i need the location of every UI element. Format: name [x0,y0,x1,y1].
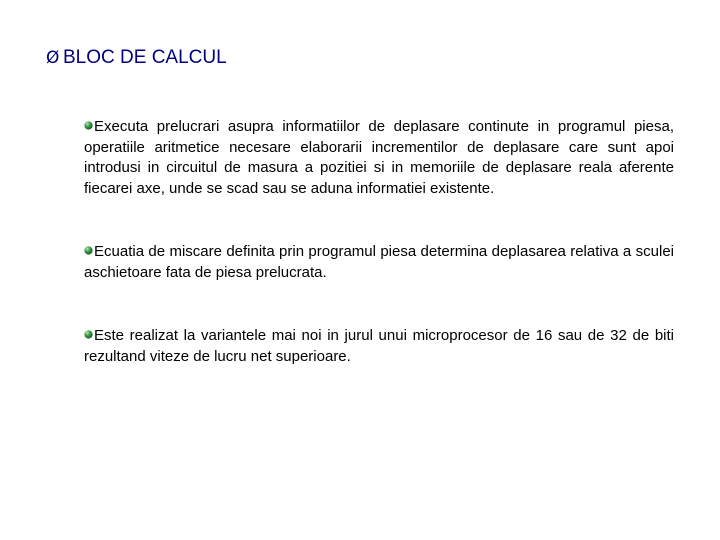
bullet-text: Ecuatia de miscare definita prin programul piesa determina deplasarea relativa a sculei aschietoare fata de piesa prelucrata. [84,243,674,281]
bullet-item-1 [84,117,674,199]
bullet-text: Executa prelucrari asupra informatiilor de deplasare continute in programul piesa, operatiile aritmetice necesare elaborarii incrementilor de deplasare care sunt apoi introdusi in circuitul de masura a pozitiei si in memoriile de deplasare reala aferente fiecarei axe, unde se scad sau se aduna informatiei existente. [84,118,674,197]
green-sphere-bullet-icon [84,246,93,255]
bullet-item-3 [84,326,674,367]
slide-title-text: BLOC DE CALCUL [63,47,227,68]
slide-title [46,46,227,70]
bullet-item-2 [84,242,674,283]
bullet-list [84,117,674,410]
bullet-text: Este realizat la variantele mai noi in jurul unui microprocesor de 16 sau de 32 de biti rezultand viteze de lucru net superioare. [84,327,674,365]
arrow-bullet-icon: Ø [46,48,60,68]
green-sphere-bullet-icon [84,121,93,130]
green-sphere-bullet-icon [84,330,93,339]
